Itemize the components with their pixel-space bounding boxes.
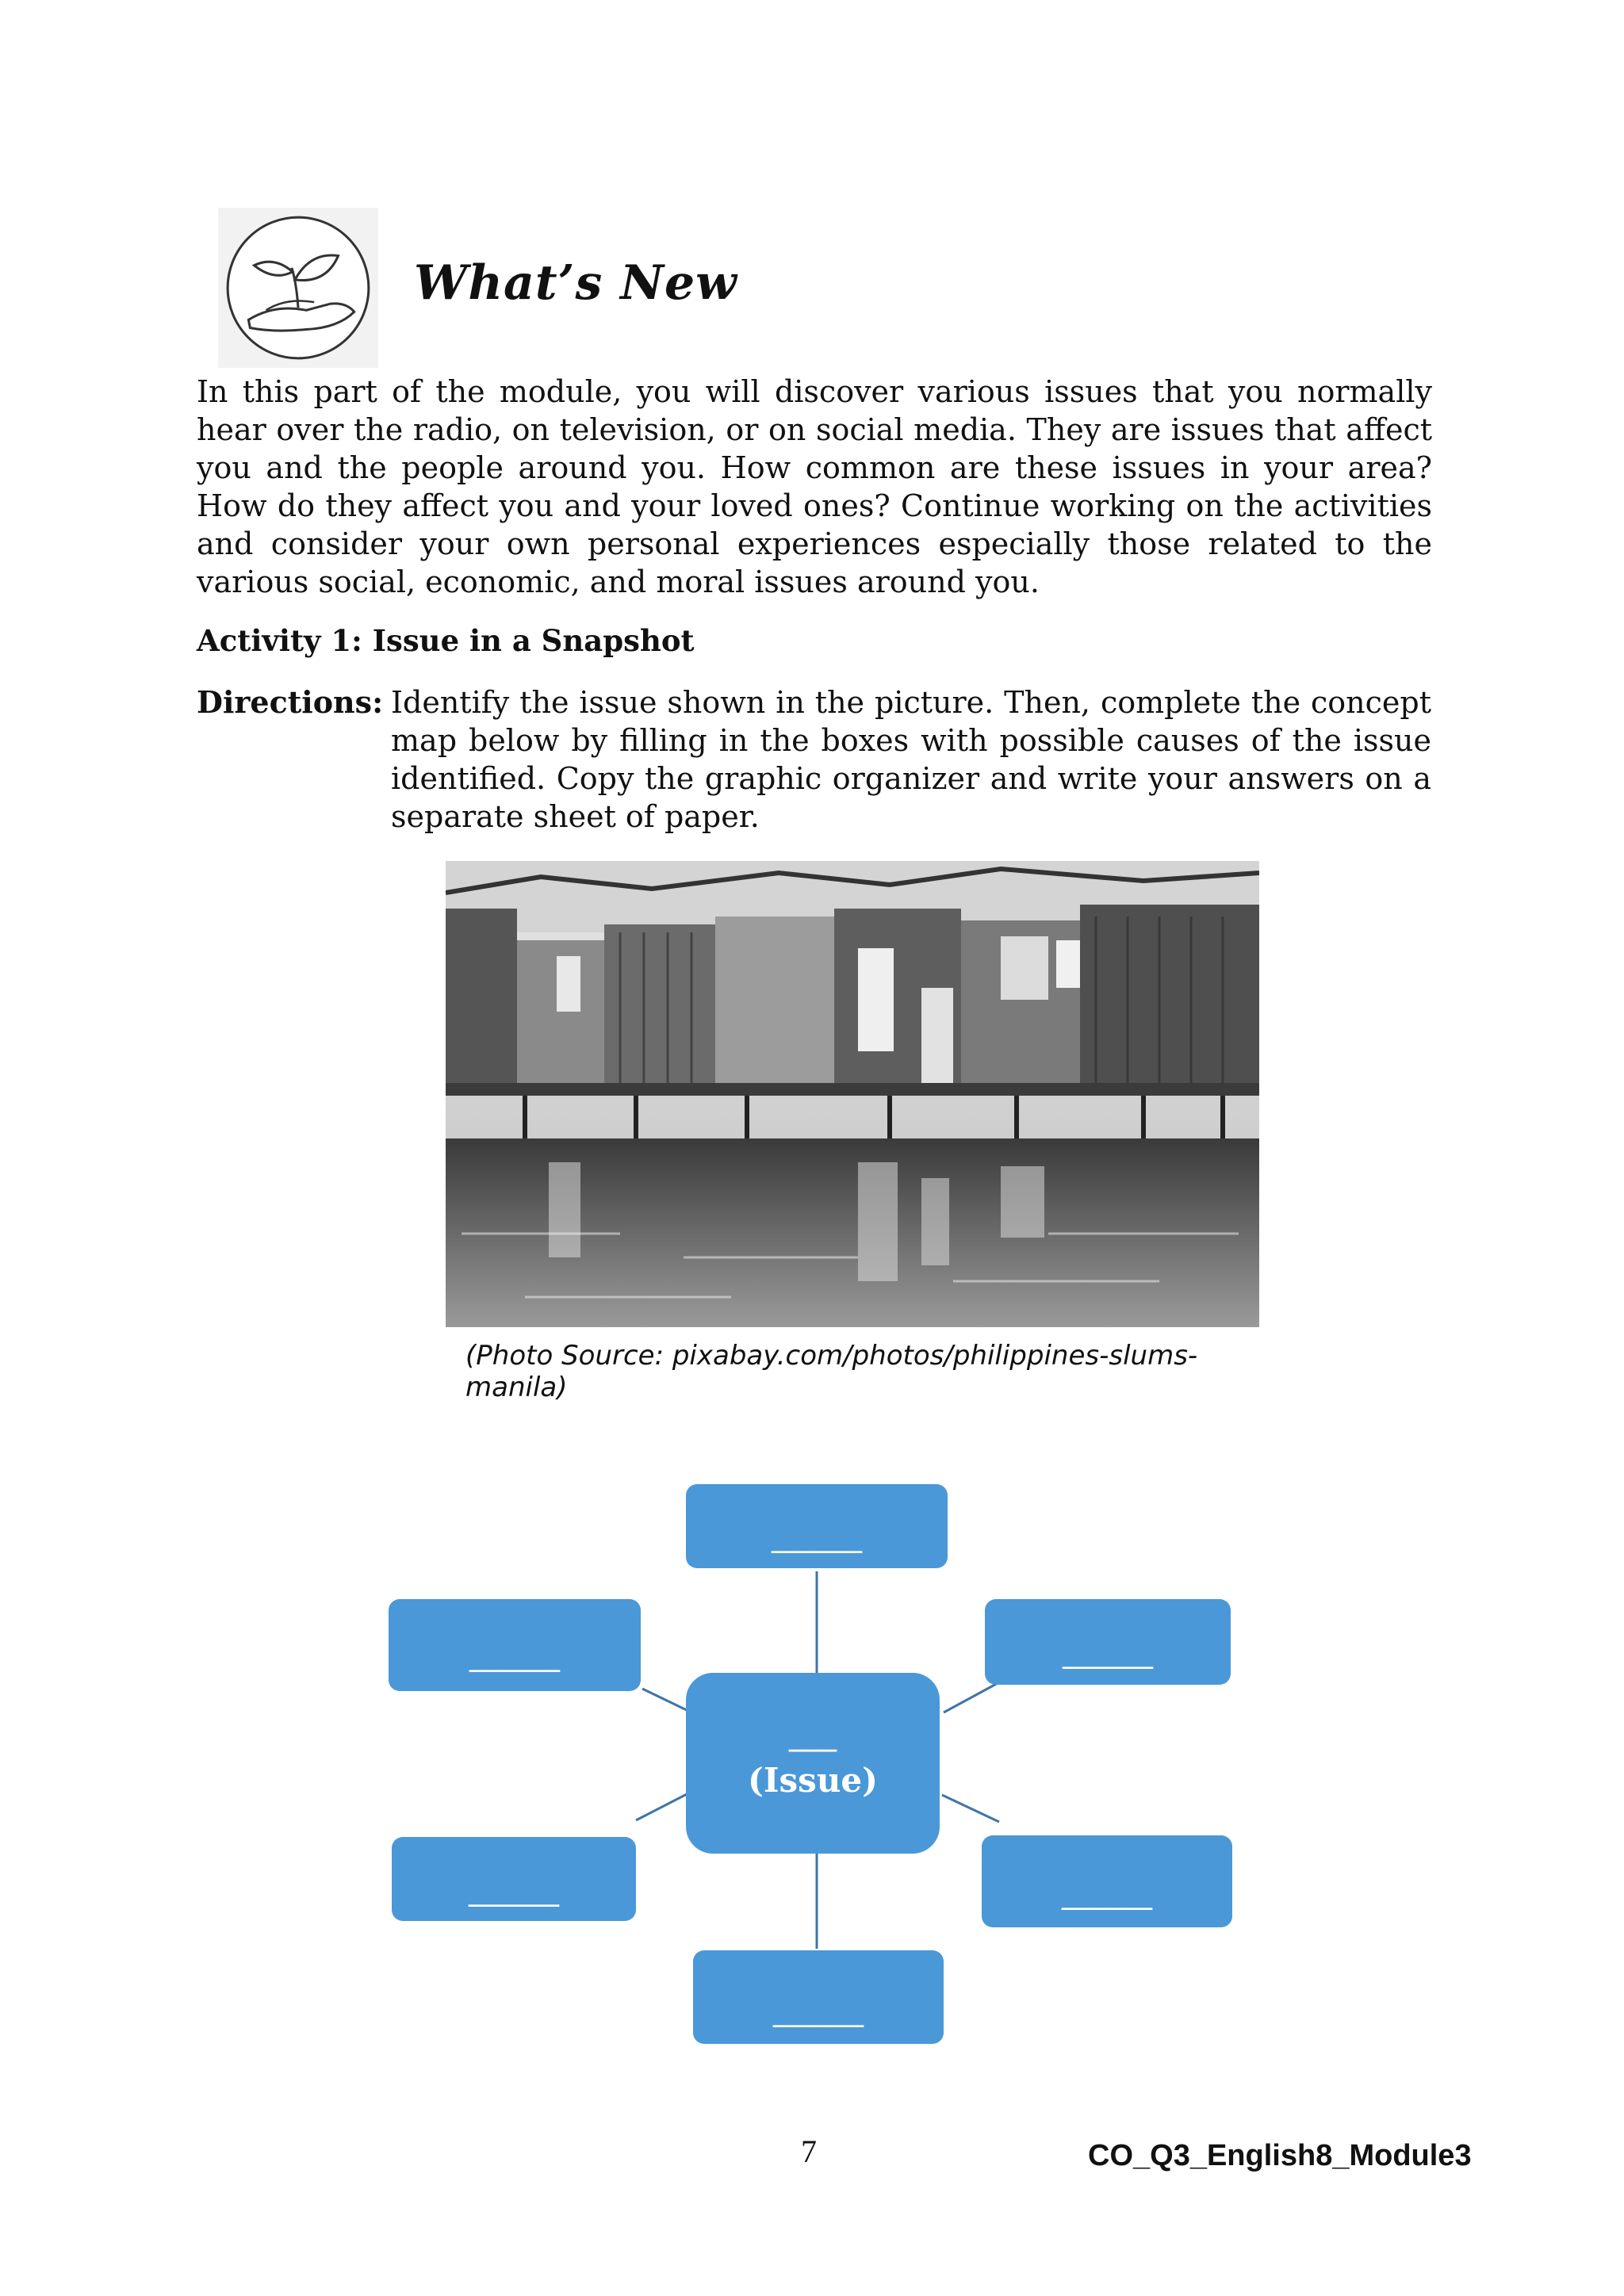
directions-block <box>197 683 1434 834</box>
directions-text: Identify the issue shown in the picture. Then, complete the concept map below by filling in the boxes with possible causes of the issue identified. Copy the graphic organizer and write your answers on a separate sheet of paper. <box>391 685 1431 834</box>
concept-box-center <box>686 1673 940 1854</box>
photo-caption: (Photo Source: pixabay.com/photos/philippines-slums-manila) <box>465 1340 1198 1403</box>
center-blank: ___ <box>789 1716 837 1752</box>
concept-box-upper-left <box>389 1599 641 1691</box>
concept-box-top <box>686 1484 948 1568</box>
concept-box-lower-right <box>982 1835 1232 1927</box>
box-blank-lower-right: ______ <box>1062 1875 1152 1910</box>
directions-label: Directions: <box>197 684 384 720</box>
page-number: 7 <box>801 2133 817 2169</box>
box-blank-lower-left: ______ <box>469 1872 559 1907</box>
section-heading: What’s New <box>414 255 737 311</box>
concept-box-upper-right <box>985 1599 1231 1685</box>
activity-title: Activity 1: Issue in a Snapshot <box>197 623 695 658</box>
center-label: (Issue) <box>748 1761 878 1800</box>
slum-photo <box>446 861 1259 1327</box>
box-blank-upper-left: ______ <box>469 1637 560 1672</box>
module-code: CO_Q3_English8_Module3 <box>1088 2139 1472 2172</box>
concept-box-lower-left <box>392 1837 636 1921</box>
box-blank-upper-right: ______ <box>1063 1634 1153 1669</box>
intro-paragraph: In this part of the module, you will discover various issues that you normally hear over the radio, on television, or on social media. They are issues that affect you and the people around you. How common are these issues in your area? How do they affect you and your loved ones? Continue working on the activities and consider your own personal experiences especially those related to the various social, economic, and moral issues around you. <box>197 374 1432 599</box>
box-blank-top: ______ <box>772 1518 862 1553</box>
seedling-in-hand-icon <box>218 208 378 368</box>
box-blank-bottom: ______ <box>773 1992 864 2027</box>
concept-map <box>389 1475 1261 2069</box>
concept-box-bottom <box>693 1950 944 2044</box>
